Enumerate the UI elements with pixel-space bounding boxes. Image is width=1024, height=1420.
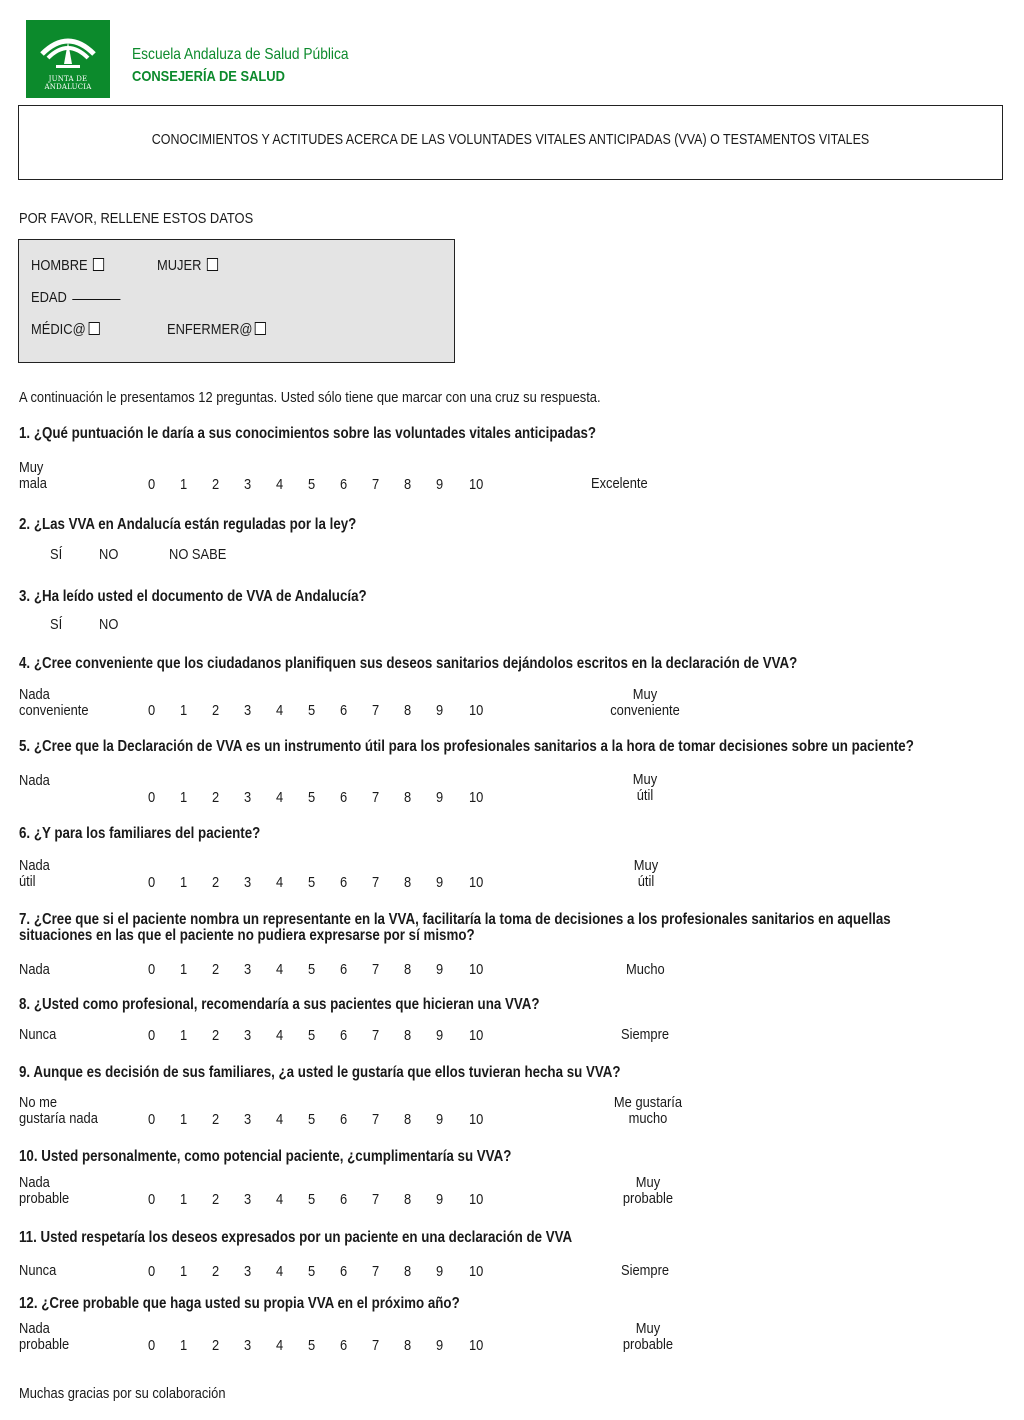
q1-score-8[interactable]: 8 [404, 476, 412, 493]
data-heading: POR FAVOR, RELLENE ESTOS DATOS [19, 210, 254, 227]
q9-score-3[interactable]: 3 [244, 1111, 252, 1128]
edad-row [31, 289, 120, 306]
q8-score-9[interactable]: 9 [436, 1027, 444, 1044]
q6-score-4[interactable]: 4 [276, 874, 284, 891]
q7-score-1[interactable]: 1 [180, 961, 188, 978]
question-10: 10. Usted personalmente, como potencial paciente, ¿cumplimentaría su VVA? [19, 1148, 512, 1165]
q5-left-label: Nada [19, 772, 50, 789]
q12-score-2[interactable]: 2 [212, 1337, 220, 1354]
q8-score-8[interactable]: 8 [404, 1027, 412, 1044]
enfermero-option [167, 321, 266, 338]
q1-right-label: Excelente [591, 475, 648, 492]
q10-score-1[interactable]: 1 [180, 1191, 188, 1208]
q10-score-5[interactable]: 5 [308, 1191, 316, 1208]
q12-score-3[interactable]: 3 [244, 1337, 252, 1354]
logo-caption: JUNTA DE ANDALUCIA [44, 75, 92, 91]
mujer-label: MUJER [157, 257, 202, 274]
q12-score-7[interactable]: 7 [372, 1337, 380, 1354]
question-5: 5. ¿Cree que la Declaración de VVA es un instrumento útil para los profesionales sanitarios a la hora de tomar decisiones sobre un paciente? [19, 738, 914, 755]
q5-score-10[interactable]: 10 [469, 789, 484, 806]
q8-score-2[interactable]: 2 [212, 1027, 220, 1044]
q9-score-8[interactable]: 8 [404, 1111, 412, 1128]
q5-score-6[interactable]: 6 [340, 789, 348, 806]
q9-score-5[interactable]: 5 [308, 1111, 316, 1128]
q11-score-9[interactable]: 9 [436, 1263, 444, 1280]
q6-score-2[interactable]: 2 [212, 874, 220, 891]
q9-score-1[interactable]: 1 [180, 1111, 188, 1128]
q4-score-2[interactable]: 2 [212, 702, 220, 719]
personal-data-box [18, 239, 455, 363]
q8-score-0[interactable]: 0 [148, 1027, 156, 1044]
q5-score-3[interactable]: 3 [244, 789, 252, 806]
q11-score-10[interactable]: 10 [469, 1263, 484, 1280]
q3-option-no[interactable]: NO [99, 616, 119, 633]
q1-score-2[interactable]: 2 [212, 476, 220, 493]
medico-option [31, 321, 99, 338]
q11-score-5[interactable]: 5 [308, 1263, 316, 1280]
q8-score-5[interactable]: 5 [308, 1027, 316, 1044]
form-title: CONOCIMIENTOS Y ACTITUDES ACERCA DE LAS VOLUNTADES VITALES ANTICIPADAS (VVA) O TESTAMENTOS VITALES [151, 132, 870, 148]
q8-score-7[interactable]: 7 [372, 1027, 380, 1044]
q6-score-6[interactable]: 6 [340, 874, 348, 891]
q1-score-9[interactable]: 9 [436, 476, 444, 493]
q1-score-1[interactable]: 1 [180, 476, 188, 493]
q7-score-6[interactable]: 6 [340, 961, 348, 978]
q10-score-4[interactable]: 4 [276, 1191, 284, 1208]
q9-score-7[interactable]: 7 [372, 1111, 380, 1128]
q10-score-2[interactable]: 2 [212, 1191, 220, 1208]
medico-checkbox[interactable] [88, 322, 99, 335]
q8-score-4[interactable]: 4 [276, 1027, 284, 1044]
q9-score-0[interactable]: 0 [148, 1111, 156, 1128]
q6-score-8[interactable]: 8 [404, 874, 412, 891]
q4-right-label: Muy conveniente [610, 686, 680, 719]
q1-score-5[interactable]: 5 [308, 476, 316, 493]
question-4: 4. ¿Cree conveniente que los ciudadanos planifiquen sus deseos sanitarios dejándolos escritos en la declaración de VVA? [19, 655, 798, 672]
q5-score-9[interactable]: 9 [436, 789, 444, 806]
mujer-option [157, 257, 218, 274]
q12-score-8[interactable]: 8 [404, 1337, 412, 1354]
q9-score-4[interactable]: 4 [276, 1111, 284, 1128]
q5-score-8[interactable]: 8 [404, 789, 412, 806]
q11-score-2[interactable]: 2 [212, 1263, 220, 1280]
q3-option-si[interactable]: SÍ [50, 616, 63, 633]
q7-score-2[interactable]: 2 [212, 961, 220, 978]
q7-score-4[interactable]: 4 [276, 961, 284, 978]
q1-score-3[interactable]: 3 [244, 476, 252, 493]
q8-left-label: Nunca [19, 1026, 57, 1043]
q1-left-label: Muy mala [19, 459, 47, 492]
q12-score-0[interactable]: 0 [148, 1337, 156, 1354]
q10-score-10[interactable]: 10 [469, 1191, 484, 1208]
q8-score-1[interactable]: 1 [180, 1027, 188, 1044]
q7-score-10[interactable]: 10 [469, 961, 484, 978]
q4-score-6[interactable]: 6 [340, 702, 348, 719]
q10-score-7[interactable]: 7 [372, 1191, 380, 1208]
q6-score-7[interactable]: 7 [372, 874, 380, 891]
q11-score-6[interactable]: 6 [340, 1263, 348, 1280]
q5-score-4[interactable]: 4 [276, 789, 284, 806]
q12-right-label: Muy probable [622, 1320, 674, 1353]
intro-text: A continuación le presentamos 12 preguntas. Usted sólo tiene que marcar con una cruz su respuesta. [19, 389, 601, 406]
q7-score-9[interactable]: 9 [436, 961, 444, 978]
q9-right-label: Me gustaría mucho [613, 1094, 683, 1127]
q11-score-1[interactable]: 1 [180, 1263, 188, 1280]
q2-option-no-sabe[interactable]: NO SABE [169, 546, 227, 563]
enfermero-checkbox[interactable] [255, 322, 266, 335]
q4-score-8[interactable]: 8 [404, 702, 412, 719]
q2-option-no[interactable]: NO [99, 546, 119, 563]
q5-score-0[interactable]: 0 [148, 789, 156, 806]
q4-score-0[interactable]: 0 [148, 702, 156, 719]
q12-score-5[interactable]: 5 [308, 1337, 316, 1354]
q11-score-4[interactable]: 4 [276, 1263, 284, 1280]
q7-left-label: Nada [19, 961, 50, 978]
q4-score-1[interactable]: 1 [180, 702, 188, 719]
q8-score-6[interactable]: 6 [340, 1027, 348, 1044]
q8-score-3[interactable]: 3 [244, 1027, 252, 1044]
medico-label: MÉDIC@ [31, 321, 86, 338]
q12-score-9[interactable]: 9 [436, 1337, 444, 1354]
q4-score-3[interactable]: 3 [244, 702, 252, 719]
q6-score-0[interactable]: 0 [148, 874, 156, 891]
q9-score-9[interactable]: 9 [436, 1111, 444, 1128]
q10-score-6[interactable]: 6 [340, 1191, 348, 1208]
q8-right-label: Siempre [621, 1026, 670, 1043]
hombre-label: HOMBRE [31, 257, 88, 274]
q6-score-3[interactable]: 3 [244, 874, 252, 891]
q6-right-label: Muy útil [633, 857, 659, 890]
q10-right-label: Muy probable [622, 1174, 674, 1207]
enfermero-label: ENFERMER@ [167, 321, 253, 338]
question-8: 8. ¿Usted como profesional, recomendaría a sus pacientes que hicieran una VVA? [19, 996, 540, 1013]
question-6: 6. ¿Y para los familiares del paciente? [19, 825, 261, 842]
q11-score-3[interactable]: 3 [244, 1263, 252, 1280]
thank-you-text: Muchas gracias por su colaboración [19, 1385, 226, 1402]
question-2: 2. ¿Las VVA en Andalucía están reguladas por la ley? [19, 516, 357, 533]
question-12: 12. ¿Cree probable que haga usted su propia VVA en el próximo año? [19, 1295, 460, 1312]
q6-score-5[interactable]: 5 [308, 874, 316, 891]
q1-score-7[interactable]: 7 [372, 476, 380, 493]
question-9: 9. Aunque es decisión de sus familiares, ¿a usted le gustaría que ellos tuvieran hecha su VVA? [19, 1064, 621, 1081]
hombre-option [31, 257, 104, 274]
q8-score-10[interactable]: 10 [469, 1027, 484, 1044]
q1-score-10[interactable]: 10 [469, 476, 484, 493]
q7-right-label: Mucho [626, 961, 665, 978]
q7-score-0[interactable]: 0 [148, 961, 156, 978]
q12-score-6[interactable]: 6 [340, 1337, 348, 1354]
org-department: CONSEJERÍA DE SALUD [132, 68, 285, 85]
q7-score-3[interactable]: 3 [244, 961, 252, 978]
q5-score-1[interactable]: 1 [180, 789, 188, 806]
q9-left-label: No me gustaría nada [19, 1094, 98, 1127]
q1-score-6[interactable]: 6 [340, 476, 348, 493]
question-7: 7. ¿Cree que si el paciente nombra un representante en la VVA, facilitaría la toma de decisiones a los profesionales sanitarios en aquellas situaciones en las que el paciente no pudiera expresarse por sí mismo? [19, 911, 891, 944]
q6-left-label: Nada útil [19, 857, 50, 890]
edad-field[interactable] [72, 299, 120, 300]
q10-score-3[interactable]: 3 [244, 1191, 252, 1208]
mujer-checkbox[interactable] [207, 258, 218, 271]
q11-score-0[interactable]: 0 [148, 1263, 156, 1280]
arch-emblem-icon [26, 20, 110, 76]
q12-score-10[interactable]: 10 [469, 1337, 484, 1354]
q1-score-4[interactable]: 4 [276, 476, 284, 493]
org-name: Escuela Andaluza de Salud Pública [132, 46, 349, 63]
q4-score-7[interactable]: 7 [372, 702, 380, 719]
hombre-checkbox[interactable] [93, 258, 104, 271]
q4-score-5[interactable]: 5 [308, 702, 316, 719]
q5-score-5[interactable]: 5 [308, 789, 316, 806]
q5-score-2[interactable]: 2 [212, 789, 220, 806]
q12-left-label: Nada probable [19, 1320, 70, 1353]
q4-score-4[interactable]: 4 [276, 702, 284, 719]
q6-score-1[interactable]: 1 [180, 874, 188, 891]
q7-score-8[interactable]: 8 [404, 961, 412, 978]
q12-score-1[interactable]: 1 [180, 1337, 188, 1354]
q11-right-label: Siempre [621, 1262, 670, 1279]
q2-option-si[interactable]: SÍ [50, 546, 63, 563]
q12-score-4[interactable]: 4 [276, 1337, 284, 1354]
q9-score-6[interactable]: 6 [340, 1111, 348, 1128]
q5-score-7[interactable]: 7 [372, 789, 380, 806]
question-1: 1. ¿Qué puntuación le daría a sus conocimientos sobre las voluntades vitales anticipadas? [19, 425, 597, 442]
q10-score-8[interactable]: 8 [404, 1191, 412, 1208]
q7-score-7[interactable]: 7 [372, 961, 380, 978]
q10-left-label: Nada probable [19, 1174, 70, 1207]
junta-de-andalucia-logo [26, 20, 110, 98]
q6-score-10[interactable]: 10 [469, 874, 484, 891]
q4-score-10[interactable]: 10 [469, 702, 484, 719]
q9-score-10[interactable]: 10 [469, 1111, 484, 1128]
q4-left-label: Nada conveniente [19, 686, 89, 719]
q10-score-9[interactable]: 9 [436, 1191, 444, 1208]
q9-score-2[interactable]: 2 [212, 1111, 220, 1128]
q6-score-9[interactable]: 9 [436, 874, 444, 891]
title-box [18, 105, 1003, 180]
edad-label: EDAD [31, 289, 67, 306]
q11-score-8[interactable]: 8 [404, 1263, 412, 1280]
q1-score-0[interactable]: 0 [148, 476, 156, 493]
question-11: 11. Usted respetaría los deseos expresados por un paciente en una declaración de VVA [19, 1229, 573, 1246]
q5-right-label: Muy útil [632, 771, 658, 804]
q7-score-5[interactable]: 5 [308, 961, 316, 978]
q4-score-9[interactable]: 9 [436, 702, 444, 719]
q11-score-7[interactable]: 7 [372, 1263, 380, 1280]
q11-left-label: Nunca [19, 1262, 57, 1279]
q10-score-0[interactable]: 0 [148, 1191, 156, 1208]
question-3: 3. ¿Ha leído usted el documento de VVA de Andalucía? [19, 588, 367, 605]
